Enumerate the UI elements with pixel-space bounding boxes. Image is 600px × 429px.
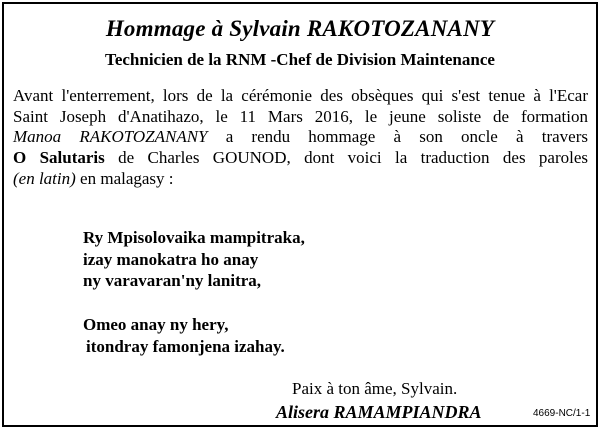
poem-stanza-1 xyxy=(83,227,305,292)
body-line-4-rest: de Charles GOUNOD, dont voici la traduction des paroles xyxy=(104,148,589,168)
poem-line: ny varavaran'ny lanitra, xyxy=(83,271,262,290)
body-line-3-rest: a rendu hommage à son oncle à travers xyxy=(207,127,589,147)
notice-title: Hommage à Sylvain RAKOTOZANANY xyxy=(105,16,495,41)
hymn-title: O Salutaris xyxy=(13,148,105,168)
notice-body xyxy=(13,86,588,190)
signature: Alisera RAMAMPIANDRA xyxy=(276,402,482,422)
reference-code: 4669-NC/1-1 xyxy=(533,408,591,419)
body-line-5-rest: en malagasy : xyxy=(75,168,174,188)
body-line-3 xyxy=(13,127,588,148)
notice-frame xyxy=(2,2,598,427)
notice-subtitle: Technicien de la RNM -Chef de Division Maintenance xyxy=(105,50,495,69)
poem-line: Ry Mpisolovaika mampitraka, xyxy=(83,228,305,247)
body-line-2: Saint Joseph d'Anatihazo, le 11 Mars 2016, le jeune soliste de formation xyxy=(13,106,588,126)
soloist-name: Manoa RAKOTOZANANY xyxy=(13,127,208,147)
poem-line: itondray famonjena izahay. xyxy=(86,336,285,356)
poem-line: Omeo anay ny hery, xyxy=(83,315,229,334)
poem-stanza-2 xyxy=(83,314,285,357)
body-line-4 xyxy=(13,148,588,169)
body-line-1: Avant l'enterrement, lors de la cérémonie des obsèques qui s'est tenue à l'Ecar xyxy=(13,86,588,105)
farewell-line: Paix à ton âme, Sylvain. xyxy=(292,379,458,398)
poem-line: izay manokatra ho anay xyxy=(83,249,259,269)
language-note: (en latin) xyxy=(13,168,76,188)
body-line-5 xyxy=(13,169,588,190)
